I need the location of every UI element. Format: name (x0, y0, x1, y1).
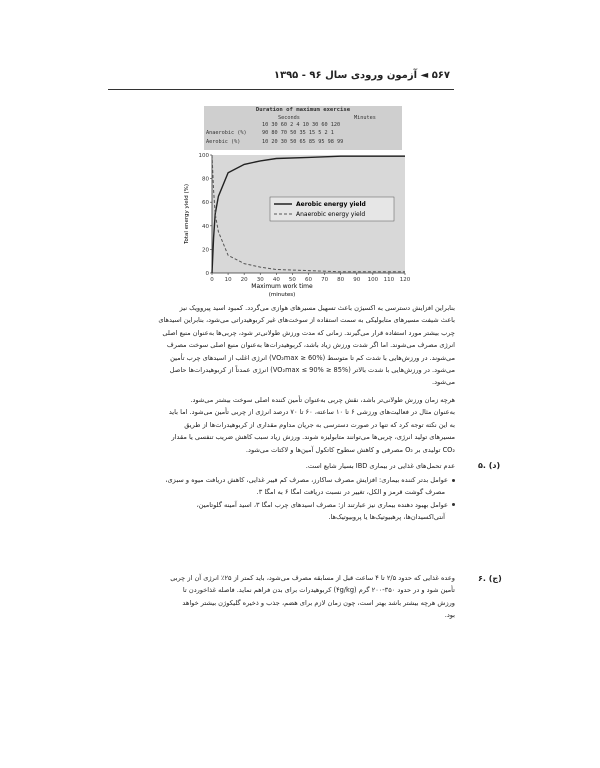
text-line: هرچه زمان ورزش طولانی‌تر باشد، نقش چربی به‌عنوان تأمین کننده اصلی سوخت بیشتر می‌شود. (190, 396, 455, 404)
answer-5-intro (110, 460, 455, 472)
figure (178, 100, 412, 298)
text-line: باعث شیفت مسیرهای متابولیکی به سمت استفاده از سوخت‌های غیر کربوهیدراتی می‌شود، بنابراین اسیدهای (158, 316, 455, 325)
answer-6-number: ۶. (ج) (478, 574, 502, 583)
x-tick-label: 110 (383, 277, 395, 283)
page-header (110, 70, 450, 88)
x-tick-label: 70 (321, 277, 329, 283)
legend-anaerobic-label: Anaerobic energy yield (296, 211, 366, 218)
table-title: Duration of maximum exercise (255, 107, 351, 113)
x-tick-label: 50 (288, 277, 296, 283)
text-line: می‌شود. (432, 378, 455, 387)
text-line: ورزش هرچه بیشتر باشد بهتر است، چون زمان لازم برای هضم، جذب و ذخیره گلیکوژن بیشتر خواهد (182, 598, 455, 607)
text-line: می‌شود. در ورزش‌هایی با شدت بالاتر (VO₂max ≤ 90% ≥ 85%) انرژی عمدتاً از کربوهیدرات‌ها حاصل (169, 366, 455, 375)
paragraph-2 (110, 394, 455, 456)
x-axis-label: Maximum work time (251, 283, 313, 290)
paragraph-1 (110, 302, 455, 389)
bullet-icon (452, 479, 455, 482)
text-line: بود. (444, 611, 455, 620)
chart-legend (270, 197, 394, 221)
table-row-anaerobic-label: Anaerobic (%) (206, 130, 247, 136)
answer-6-text (110, 572, 455, 622)
y-tick-label: 80 (202, 176, 209, 183)
x-tick-label: 60 (305, 277, 312, 283)
table-row-aerobic-label: Aerobic (%) (206, 139, 241, 145)
text-line: به این نکته توجه کرد که تنها در صورت دسترسی به جریان مداوم مقداری از کربوهیدرات‌ها از طریق (184, 420, 455, 429)
table-header-values: 10 30 60 2 4 10 30 60 120 (262, 122, 341, 128)
text-line: CO₂ تولیدی بر O₂ مصرفی و کاهش سطوح کاتکول آمین‌ها و لاکتات می‌شود. (245, 445, 455, 454)
text-line: مسیرهای تولید انرژی، چربی‌ها می‌توانند متابولیزه شوند. ورزش زیاد سبب کاهش ضریب تنفسی یا مقدار (171, 433, 455, 442)
y-tick-label: 60 (202, 200, 209, 207)
header-separator: ◄ (417, 70, 429, 81)
text-line: به‌عنوان مثال در فعالیت‌های ورزشی ۶ تا ۱۰ ساعته، ۶۰ تا ۷۰ درصد انرژی از چربی تأمین می‌شود. اما باید (168, 408, 455, 417)
text-line: تأمین شود و در حدود ۳۵۰-۲۰۰ گرم (۴g/kg) کربوهیدرات برای بدن فراهم نماید. فاصله غذاخوردن تا (182, 586, 455, 595)
page-number: ۵۶۷ (431, 70, 450, 81)
table-col-seconds: Seconds (278, 115, 300, 121)
x-tick-label: 10 (224, 277, 232, 283)
table-row-aerobic-values: 10 20 30 50 65 85 95 98 99 (262, 139, 344, 145)
table-row-anaerobic-values: 90 80 70 50 35 15 5 2 1 (262, 130, 334, 136)
y-tick-label: 40 (202, 223, 209, 230)
bullet-item-1-cont: مصرف گوشت قرمز و الکل، تغییر در نسبت دریافت امگا ۶ به امگا ۳. (256, 488, 445, 497)
header-rule (108, 89, 454, 90)
energy-yield-chart (178, 100, 412, 298)
text-line: می‌شوند. در ورزش‌هایی با شدت کم تا متوسط (VO₂max ≥ 60%) انرژی اغلب از اسیدهای چرب تأمین (170, 353, 455, 362)
y-axis-label: Total energy yield (%) (184, 184, 190, 244)
x-tick-label: 90 (353, 277, 361, 283)
x-axis-unit: (minutes) (268, 292, 296, 298)
x-tick-label: 30 (256, 277, 264, 283)
text-line: عدم تحمل‌های غذایی در بیماری IBD بسیار شایع است. (305, 462, 455, 470)
answer-5-number: ۵. (د) (478, 461, 501, 470)
bullet-item-2: عوامل بهبود دهنده بیماری نیز عبارتند از: مصرف اسیدهای چرب امگا ۳، اسید آمینه گلوتامین، (110, 499, 455, 511)
legend-aerobic-label: Aerobic energy yield (296, 201, 366, 208)
header-title: آزمون ورودی سال ۹۶ - ۱۳۹۵ (273, 70, 418, 81)
y-tick-label: 100 (198, 153, 209, 159)
x-tick-label: 20 (240, 277, 248, 283)
answer-5-bullets (110, 474, 455, 524)
y-tick-label: 20 (202, 247, 209, 254)
bullet-item-1: عوامل بدتر کننده بیماری: افزایش مصرف ساکارز، مصرف کم فیبر غذایی، کاهش دریافت میوه و سبزی، (110, 474, 455, 486)
x-tick-label: 80 (337, 277, 345, 283)
x-tick-label: 120 (399, 277, 411, 283)
x-tick-label: 40 (272, 277, 280, 283)
x-tick-label: 100 (367, 277, 379, 283)
table-col-minutes: Minutes (354, 115, 376, 121)
text-line: بنابراین افزایش دسترسی به اکسیژن باعث تسهیل مسیرهای هوازی می‌گردد. کمبود اسید پیروویک نیز (179, 304, 455, 312)
bullet-icon (452, 503, 455, 506)
text-line: چرب بیشتر مورد استفاده قرار می‌گیرند. زمانی که مدت ورزش طولانی‌تر شود، چربی‌ها به‌عنوان منبع اصلی (162, 328, 455, 337)
text-line: وعده غذایی که حدود ۲/۵ تا ۴ ساعت قبل از مسابقه مصرف می‌شود، باید کمتر از ۲۵٪ انرژی آن از چربی (170, 574, 455, 582)
y-tick-label: 0 (205, 271, 209, 277)
bullet-item-2-cont: آنتی‌اکسیدان‌ها، پرهبیوتیک‌ها یا پروبیوتیک‌ها. (328, 513, 445, 522)
x-tick-label: 0 (210, 277, 214, 283)
text-line: انرژی مصرف می‌شوند. اما اگر شدت ورزش زیاد باشد، کربوهیدرات‌ها به‌عنوان منبع اصلی سوخت مصرف (166, 341, 455, 350)
